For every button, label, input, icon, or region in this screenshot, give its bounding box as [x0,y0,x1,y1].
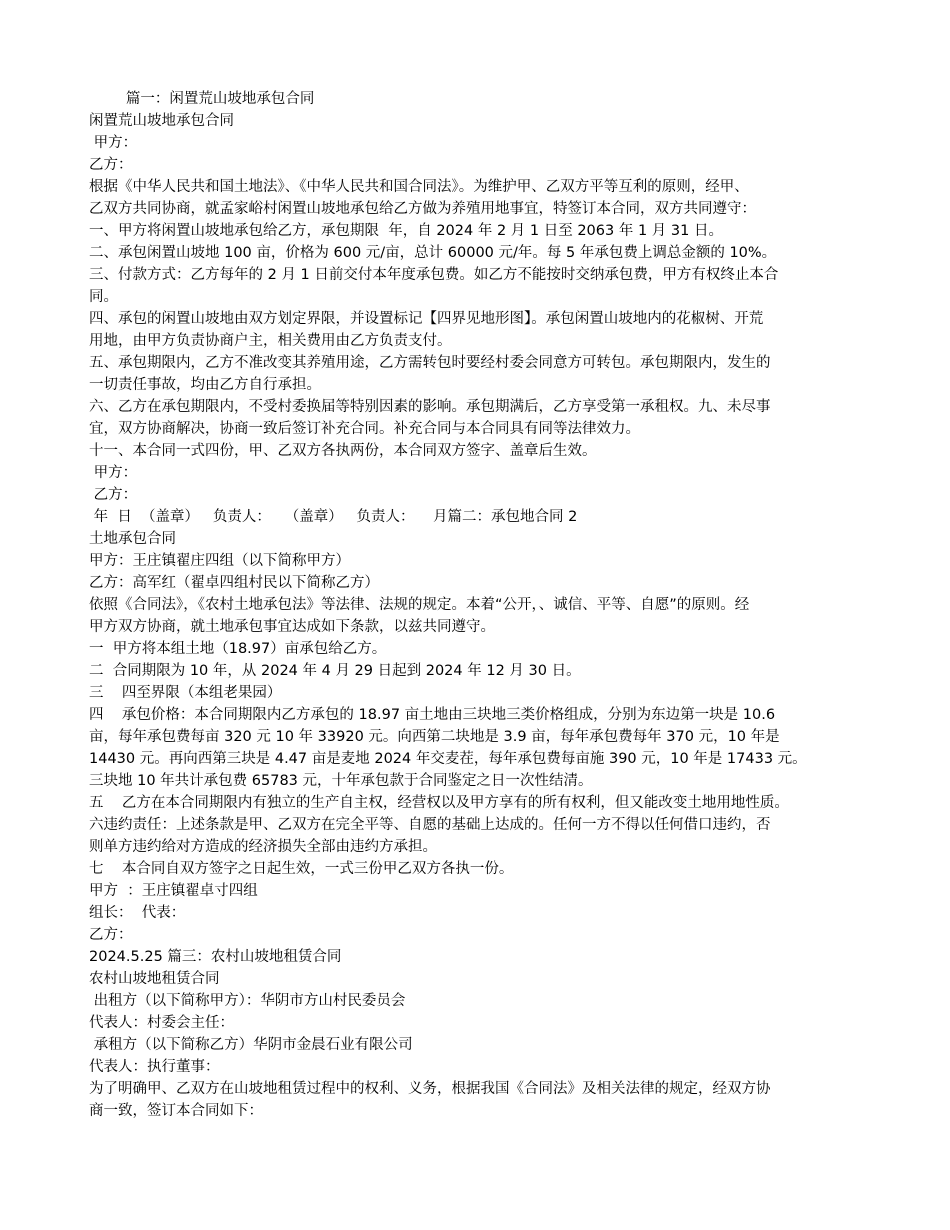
party-line: 代表人：村委会主任： [89,1015,234,1031]
preamble-line: 为了明确甲、乙双方在山坡地租赁过程中的权利、义务，根据我国《合同法》及相关法律的规定，经双方协 [89,1081,771,1097]
clause-line: 十一、本合同一式四份，甲、乙双方各执两份，本合同双方签字、盖章后生效。 [89,443,597,459]
preamble-line: 乙双方共同协商，就孟家峪村闲置山坡地承包给乙方做为养殖用地事宜，特签订本合同，双方共同遵守： [89,201,756,217]
party-line: 出租方（以下简称甲方）：华阴市方山村民委员会 [89,993,406,1009]
signature-line: 年 日 （盖章） 负责人： （盖章） 负责人： 月篇二：承包地合同 2 [89,509,578,525]
party-a-label: 甲方： [89,135,138,151]
section-heading: 篇一：闲置荒山坡地承包合同 [89,91,315,107]
party-line: 甲方：王庄镇翟庄四组（以下简称甲方） [89,553,350,569]
signature-line: 组长： 代表： [89,905,186,921]
clause-line: 四、承包的闲置山坡地由双方划定界限，并设置标记【四界见地形图】。承包闲置山坡地内的花椒树、开荒 [89,311,764,327]
clause-line: 六、乙方在承包期限内，不受村委换届等特别因素的影响。承包期满后，乙方享受第一承租权。九、未尽事 [89,399,771,415]
preamble-line: 商一致，签订本合同如下： [89,1103,263,1119]
contract-title: 农村山坡地租赁合同 [89,971,220,987]
clause-line: 四 承包价格：本合同期限内乙方承包的 18.97 亩土地由三块地三类价格组成，分别为东边第一块是 10.6 [89,707,776,723]
clause-line: 五 乙方在本合同期限内有独立的生产自主权，经营权以及甲方享有的所有权利，但又能改变土地用地性质。 [89,795,789,811]
document-page [89,88,864,1122]
party-line: 承租方（以下简称乙方）华阴市金晨石业有限公司 [89,1037,413,1053]
signature-line: 乙方： [89,927,133,943]
clause-line: 三 四至界限（本组老果园） [89,685,282,701]
contract-title: 闲置荒山坡地承包合同 [89,113,234,129]
clause-line: 用地，由甲方负责协商户主，相关费用由乙方负责支付。 [89,333,452,349]
clause-line: 七 本合同自双方签字之日起生效，一式三份甲乙双方各执一份。 [89,861,514,877]
clause-line: 14430 元。再向西第三块是 4.47 亩是麦地 2024 年交麦茬，每年承包费每亩施 390 元，10 年是 17433 元。 [89,751,807,767]
preamble-line: 依照《合同法》，《农村土地承包法》等法律、法规的规定。本着“公开，、诚信、平等、自愿”的原则。经 [89,597,750,613]
signature-line: 甲方： [89,465,138,481]
party-b-label: 乙方： [89,157,133,173]
party-line: 乙方：高军红（翟卓四组村民以下简称乙方） [89,575,379,591]
preamble-line: 甲方双方协商，就土地承包事宜达成如下条款，以兹共同遵守。 [89,619,495,635]
section-heading: 2024.5.25 篇三：农村山坡地租赁合同 [89,949,342,965]
contract-title: 土地承包合同 [89,531,176,547]
clause-line: 六违约责任：上述条款是甲、乙双方在完全平等、自愿的基础上达成的。任何一方不得以任何借口违约，否 [89,817,771,833]
preamble-line: 根据《中华人民共和国土地法》、《中华人民共和国合同法》。为维护甲、乙双方平等互利的原则，经甲、 [89,179,749,195]
clause-line: 一 甲方将本组土地（18.97）亩承包给乙方。 [89,641,387,657]
clause-line: 三、付款方式：乙方每年的 2 月 1 日前交付本年度承包费。如乙方不能按时交纳承包费，甲方有权终止本合 [89,267,779,283]
signature-line: 甲方 ：王庄镇翟卓寸四组 [89,883,258,899]
clause-line: 二、承包闲置山坡地 100 亩，价格为 600 元/亩，总计 60000 元/年。每 5 年承包费上调总金额的 10%。 [89,245,777,261]
signature-line: 乙方： [89,487,138,503]
clause-line: 一切责任事故，均由乙方自行承担。 [89,377,321,393]
clause-line: 亩，每年承包费每亩 320 元 10 年 33920 元。向西第二块地是 3.9 亩，每年承包费每年 370 元，10 年是 [89,729,780,745]
clause-line: 二 合同期限为 10 年，从 2024 年 4 月 29 日起到 2024 年 12 月 30 日。 [89,663,581,679]
clause-line: 五、承包期限内，乙方不准改变其养殖用途，乙方需转包时要经村委会同意方可转包。承包期限内，发生的 [89,355,771,371]
party-line: 代表人：执行董事： [89,1059,220,1075]
clause-line: 一、甲方将闲置山坡地承包给乙方，承包期限 年，自 2024 年 2 月 1 日至 2063 年 1 月 31 日。 [89,223,723,239]
clause-line: 宜，双方协商解决，协商一致后签订补充合同。补充合同与本合同具有同等法律效力。 [89,421,640,437]
clause-line: 则单方违约给对方造成的经济损失全部由违约方承担。 [89,839,437,855]
clause-line: 三块地 10 年共计承包费 65783 元，十年承包款于合同鉴定之日一次性结清。 [89,773,593,789]
clause-line: 同。 [89,289,118,305]
